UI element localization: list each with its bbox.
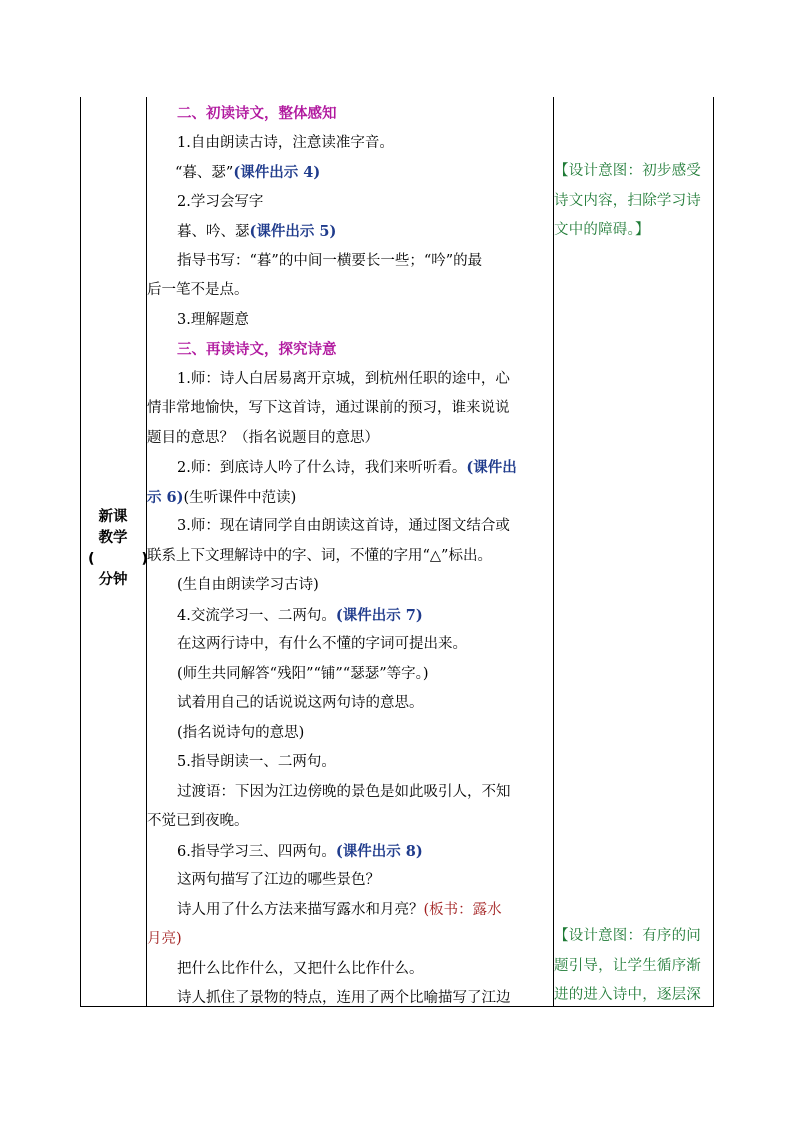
content-line: 1.师：诗人白居易离开京城，到杭州任职的途中，心 [177, 370, 510, 387]
label-line-2: 教学 [98, 530, 128, 546]
label-line-1: 新课 [98, 509, 128, 525]
paren-close: ) [141, 551, 148, 567]
content-line: 情非常地愉快，写下这首诗，通过课前的预习，谁来说说 [147, 400, 510, 416]
courseware-ref: (课件出 [466, 459, 517, 476]
label-paren [80, 549, 146, 570]
courseware-ref: (课件出示 7) [335, 606, 423, 624]
content-line: 3.理解题意 [177, 311, 249, 328]
content-line: 试着用自己的话说说这两句诗的意思。 [177, 695, 424, 711]
design-intent-note-2: 【设计意图：有序的问 题引导，让学生循序渐 进的进入诗中，逐层深 [554, 928, 701, 1003]
board-note: (板书：露水 [423, 901, 502, 918]
content-line: 4.交流学习一、二两句。(课件出示 7) [177, 606, 423, 624]
teaching-content-cell [147, 99, 553, 1014]
content-line: 过渡语：下因为江边傍晚的景色是如此吸引人，不知 [177, 783, 511, 800]
content-line: 6.指导学习三、四两句。(课件出示 8) [177, 842, 423, 860]
courseware-ref: 示 6) [147, 488, 184, 506]
content-line: 这两句描写了江边的哪些景色？ [177, 872, 380, 888]
board-note-line: 月亮) [147, 931, 182, 947]
content-line: 5.指导朗读一、二两句。 [177, 754, 336, 770]
label-line-4: 分钟 [98, 572, 128, 588]
content-line: 示 6)(生听课件中范读) [147, 488, 297, 506]
content-line: 诗人用了什么方法来描写露水和月亮？(板书：露水 [177, 901, 502, 918]
content-line: 1.自由朗读古诗，注意读准字音。 [177, 134, 394, 151]
content-line: (师生共同解答“残阳”“铺”“瑟瑟”等字。) [177, 665, 429, 682]
design-intent-note-1: 【设计意图：初步感受 诗文内容，扫除学习诗 文中的障碍。】 [554, 163, 701, 238]
content-line: 把什么比作什么，又把什么比作什么。 [177, 960, 424, 977]
content-line: 不觉已到夜晚。 [147, 813, 249, 829]
paren-open: ( [88, 551, 95, 567]
content-line: (生自由朗读学习古诗) [177, 577, 319, 593]
content-line: 诗人抓住了景物的特点，连用了两个比喻描写了江边 [177, 990, 511, 1006]
content-line: 指导书写：“暮”的中间一横要长一些；“吟”的最 [177, 252, 483, 269]
content-line: (指名说诗句的意思) [177, 724, 305, 741]
heading-first-reading: 二、初读诗文，整体感知 [177, 105, 337, 122]
content-line: 2.学习会写字 [177, 193, 264, 210]
content-line: 3.师：现在请同学自由朗读这首诗，通过图文结合或 [177, 518, 510, 534]
content-line: 联系上下文理解诗中的字、词，不懂的字用“△”标出。 [147, 547, 492, 564]
section-label-cell [80, 97, 146, 1007]
courseware-ref: (课件出示 5) [249, 223, 337, 240]
section-label [80, 507, 146, 591]
content-line: 2.师：到底诗人吟了什么诗，我们来听听看。(课件出 [177, 459, 517, 476]
lesson-table [80, 97, 714, 1007]
content-line: 暮、吟、瑟(课件出示 5) [177, 223, 337, 240]
heading-second-reading: 三、再读诗文，探究诗意 [177, 341, 337, 358]
content-line: 题目的意思？（指名说题目的意思） [147, 429, 379, 446]
courseware-ref: (课件出示 8) [335, 842, 423, 860]
content-line: 后一笔不是点。 [147, 282, 249, 298]
courseware-ref: (课件出示 4) [233, 164, 321, 181]
content-line: “暮、瑟”(课件出示 4) [175, 164, 321, 181]
content-line: 在这两行诗中，有什么不懂的字词可提出来。 [177, 636, 467, 652]
